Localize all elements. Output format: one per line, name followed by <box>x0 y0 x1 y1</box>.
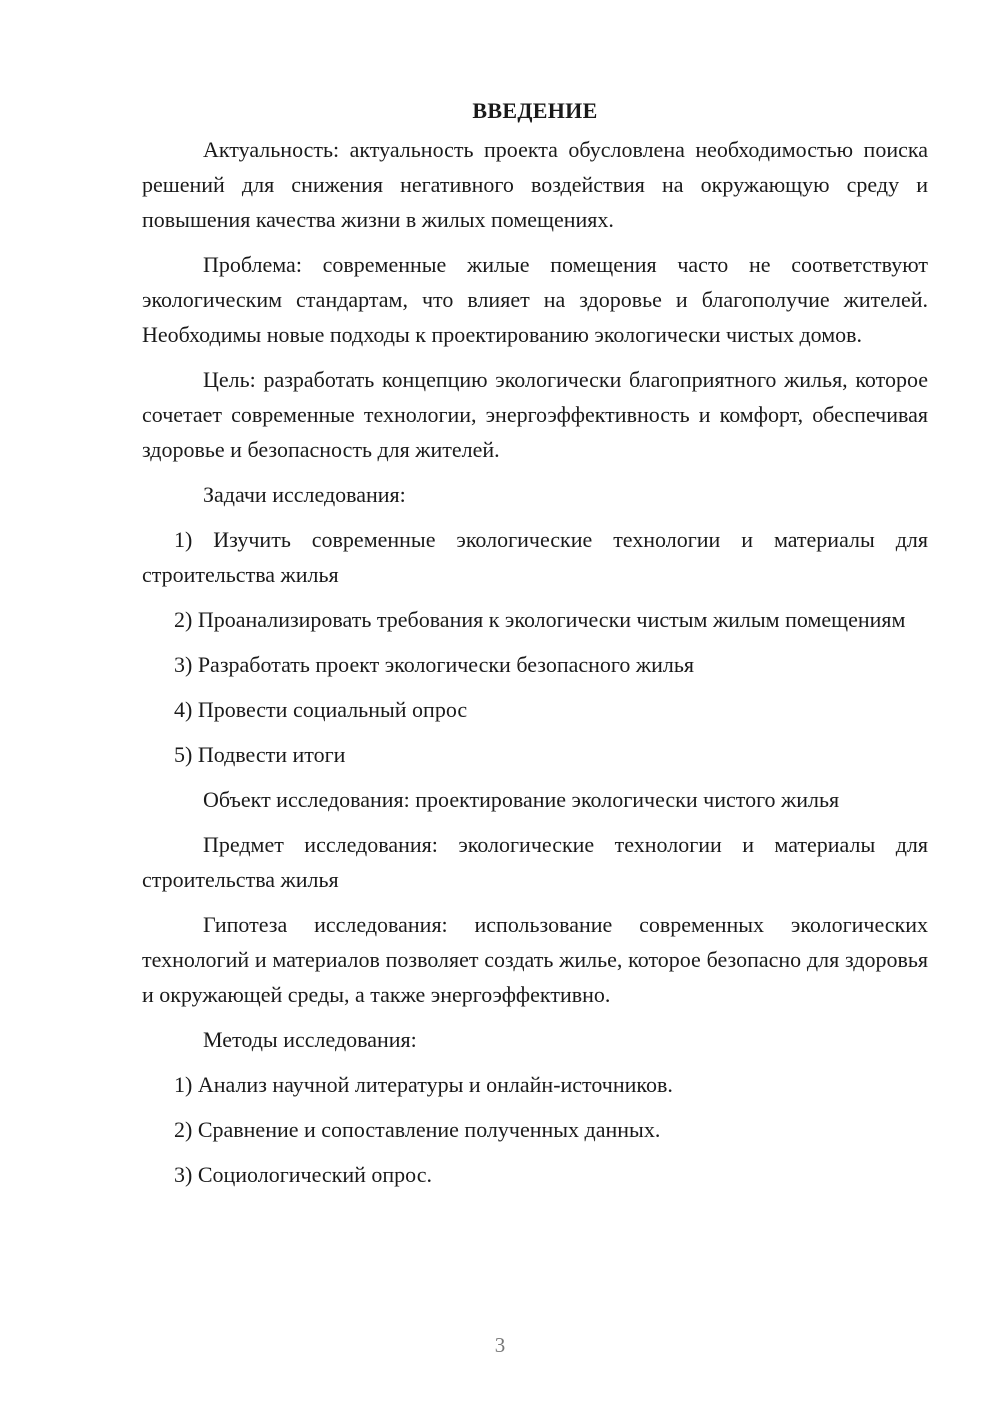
task-item: 5) Подвести итоги <box>174 742 346 767</box>
tasks-heading: Задачи исследования: <box>203 482 406 507</box>
object-paragraph: Объект исследования: проектирование экологически чистого жилья <box>203 787 840 812</box>
problem-paragraph: Проблема: современные жилые помещения часто не соответствуют экологическим стандартам, что влияет на здоровье и благополучие жителей. Необходимы новые подходы к проектированию экологически чистых домов. <box>142 252 928 347</box>
relevance-paragraph: Актуальность: актуальность проекта обусловлена необходимостью поиска решений для снижения негативного воздействия на окружающую среду и повышения качества жизни в жилых помещениях. <box>142 137 928 232</box>
method-item: 3) Социологический опрос. <box>174 1162 432 1187</box>
page-title: ВВЕДЕНИЕ <box>472 98 598 123</box>
document-page <box>142 96 928 1202</box>
methods-heading: Методы исследования: <box>203 1027 417 1052</box>
task-item: 3) Разработать проект экологически безопасного жилья <box>174 652 694 677</box>
task-item: 4) Провести социальный опрос <box>174 697 468 722</box>
subject-paragraph: Предмет исследования: экологические технологии и материалы для строительства жилья <box>142 832 928 892</box>
task-item: 2) Проанализировать требования к экологически чистым жилым помещениям <box>174 607 906 632</box>
hypothesis-paragraph: Гипотеза исследования: использование современных экологических технологий и материалов позволяет создать жилье, которое безопасно для здоровья и окружающей среды, а также энергоэффективно. <box>142 912 928 1007</box>
task-item: 1) Изучить современные экологические технологии и материалы для строительства жилья <box>142 527 928 587</box>
method-item: 1) Анализ научной литературы и онлайн-источников. <box>174 1072 673 1097</box>
method-item: 2) Сравнение и сопоставление полученных данных. <box>174 1117 661 1142</box>
goal-paragraph: Цель: разработать концепцию экологически благоприятного жилья, которое сочетает современные технологии, энергоэффективность и комфорт, обеспечивая здоровье и безопасность для жителей. <box>142 367 928 462</box>
page-number: 3 <box>494 1333 506 1357</box>
